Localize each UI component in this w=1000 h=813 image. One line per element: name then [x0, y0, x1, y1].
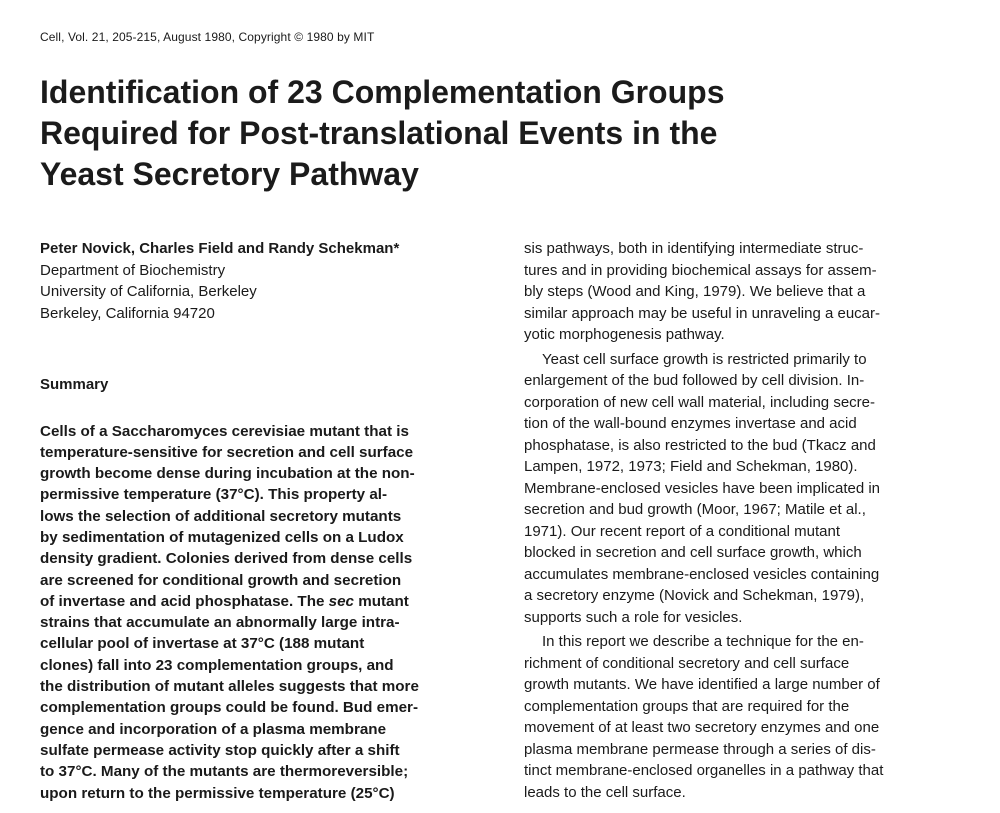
body-line: Lampen, 1972, 1973; Field and Schekman, 1980). [524, 458, 858, 475]
body-line: phosphatase, is also restricted to the bud (Tkacz and [524, 436, 876, 454]
affiliation-line: Berkeley, California 94720 [40, 304, 215, 322]
abstract-line: complementation groups could be found. Bud emer- [40, 699, 419, 717]
body-line: complementation groups that are required for the [524, 697, 850, 715]
left-column [40, 238, 480, 804]
body-line: blocked in secretion and cell surface growth, which [524, 544, 862, 561]
right-column [524, 238, 964, 803]
body-line: sis pathways, both in identifying intermediate struc- [524, 240, 864, 257]
abstract-line: Cells of a Saccharomyces cerevisiae mutant that is [40, 422, 409, 440]
abstract-line: temperature-sensitive for secretion and cell surface [40, 443, 414, 461]
journal-citation: Cell, Vol. 21, 205-215, August 1980, Copyright © 1980 by MIT [40, 30, 375, 44]
body-line: tion of the wall-bound enzymes invertase and acid [524, 415, 857, 432]
abstract-line: density gradient. Colonies derived from dense cells [40, 550, 413, 568]
body-line: tinct membrane-enclosed organelles in a pathway that [524, 762, 884, 779]
abstract-line: are screened for conditional growth and secretion [40, 571, 402, 589]
body-line: growth mutants. We have identified a large number of [524, 676, 880, 693]
abstract-line: lows the selection of additional secretory mutants [40, 507, 402, 525]
body-line: yotic morphogenesis pathway. [524, 326, 725, 343]
abstract-line: upon return to the permissive temperature (25°C) [40, 784, 395, 802]
gene-name: sec [328, 592, 354, 610]
body-line: richment of conditional secretory and cell surface [524, 654, 850, 672]
body-line: 1971). Our recent report of a conditional mutant [524, 522, 841, 540]
body-line: tures and in providing biochemical assays for assem- [524, 261, 877, 279]
body-line: In this report we describe a technique for the en- [542, 633, 864, 650]
body-line: supports such a role for vesicles. [524, 608, 743, 626]
abstract-line: the distribution of mutant alleles suggests that more [40, 678, 419, 696]
abstract-line: strains that accumulate an abnormally large intra- [40, 614, 400, 632]
abstract-line: cellular pool of invertase at 37°C (188 mutant [40, 635, 365, 653]
body-line: bly steps (Wood and King, 1979). We believe that a [524, 283, 866, 300]
abstract-line: clones) fall into 23 complementation groups, and [40, 656, 394, 674]
body-line: accumulates membrane-enclosed vesicles containing [524, 565, 880, 583]
body-line: enlargement of the bud followed by cell division. In- [524, 372, 865, 389]
abstract-line: by sedimentation of mutagenized cells on a Ludox [40, 528, 404, 546]
title-line: Yeast Secretory Pathway [40, 156, 419, 192]
affiliation-line: University of California, Berkeley [40, 283, 257, 300]
affiliation-line: Department of Biochemistry [40, 261, 226, 279]
body-line: movement of at least two secretory enzymes and one [524, 719, 880, 736]
title-line: Identification of 23 Complementation Groups [40, 74, 725, 110]
body-line: leads to the cell surface. [524, 783, 686, 801]
abstract-line: growth become dense during incubation at the non- [40, 465, 415, 483]
body-line: Membrane-enclosed vesicles have been implicated in [524, 479, 881, 497]
summary-heading: Summary [40, 376, 109, 393]
abstract-line: of invertase and acid phosphatase. The sec mutant [40, 592, 409, 610]
abstract-line: to 37°C. Many of the mutants are thermoreversible; [40, 763, 409, 781]
title-line: Required for Post-translational Events in the [40, 115, 718, 151]
author-list: Peter Novick, Charles Field and Randy Schekman* [40, 240, 400, 257]
body-line: a secretory enzyme (Novick and Schekman, 1979), [524, 587, 865, 604]
body-line: secretion and bud growth (Moor, 1967; Matile et al., [524, 501, 866, 518]
body-line: corporation of new cell wall material, including secre- [524, 393, 875, 411]
paper-title [40, 72, 940, 195]
abstract-line: sulfate permease activity stop quickly after a shift [40, 741, 400, 759]
body-line: Yeast cell surface growth is restricted primarily to [542, 350, 867, 368]
abstract-line: permissive temperature (37°C). This property al- [40, 486, 388, 504]
body-line: plasma membrane permease through a series of dis- [524, 740, 876, 758]
abstract [40, 421, 480, 804]
body-line: similar approach may be useful in unraveling a eucar- [524, 304, 881, 322]
abstract-line: gence and incorporation of a plasma membrane [40, 720, 387, 738]
